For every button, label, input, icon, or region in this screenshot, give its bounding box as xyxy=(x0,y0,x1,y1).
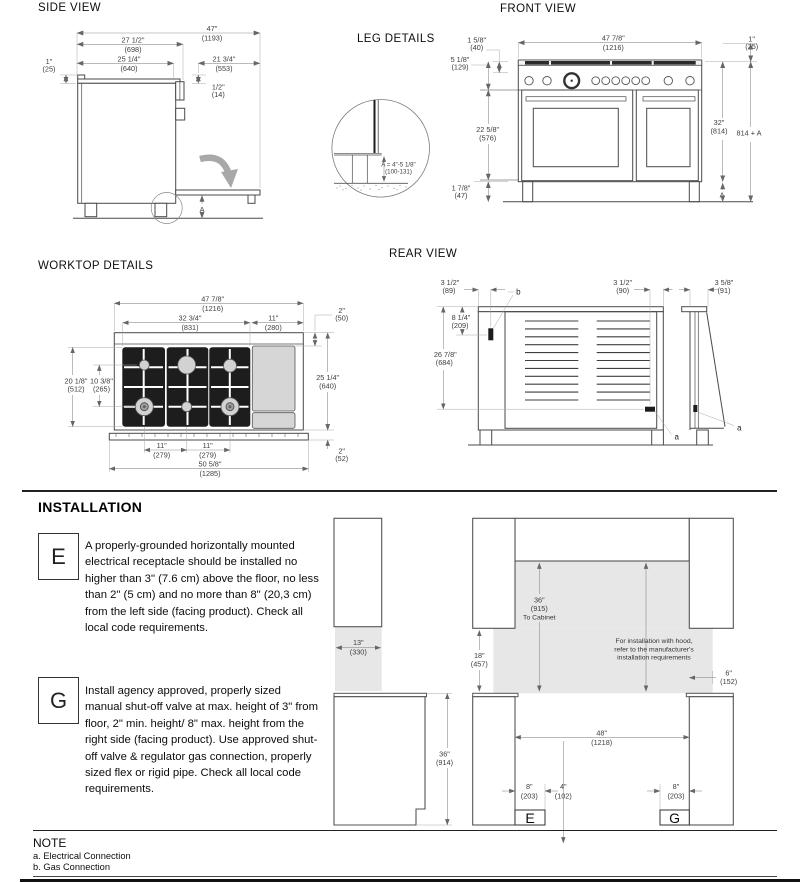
leg xyxy=(697,430,709,445)
dim-label: 36" xyxy=(439,749,450,759)
dim-label: 10 3/8" xyxy=(90,376,113,386)
leg-range: (100-131) xyxy=(385,168,412,176)
gas-connection xyxy=(488,328,493,340)
dim-label: (279) xyxy=(153,450,171,460)
dim-label: 18" xyxy=(473,651,485,660)
griddle-plate xyxy=(252,346,295,411)
dim-label: 1" xyxy=(748,34,756,44)
dim-label: 8" xyxy=(525,782,533,791)
clearance-zone xyxy=(335,627,382,691)
dim-label: (457) xyxy=(470,659,488,669)
dim-label: 50 5/8" xyxy=(198,459,222,469)
dim-label: 25 1/4" xyxy=(316,373,340,382)
dim-label: 47" xyxy=(206,24,218,33)
dim-label: (512) xyxy=(67,384,85,394)
knob xyxy=(642,77,650,85)
open-door xyxy=(176,190,260,195)
dim-label: (640) xyxy=(120,63,138,73)
side-view-drawing xyxy=(36,20,336,235)
gas-instructions: Install agency approved, properly sized manual shut-off valve at max. height of 3" from floor, 2" min. height/ 8" max. height from the right side (facing product). Use approved shut-off valve & regulator gas connection, properly sized flex or rigid pipe. Check all local code requirements. xyxy=(85,685,318,796)
footer-rule xyxy=(33,876,777,877)
dim-label: 47 7/8" xyxy=(601,33,625,43)
leg xyxy=(689,182,699,202)
leg-detail-body xyxy=(334,100,408,191)
dim-label: (1216) xyxy=(202,303,224,313)
knob xyxy=(602,77,610,85)
dim-label: (914) xyxy=(435,758,454,767)
dim-label: 3 1/2" xyxy=(440,278,460,287)
leg xyxy=(480,430,492,445)
electrical-label: a xyxy=(737,423,742,433)
hood-note: refer to the manufacturer's xyxy=(614,646,694,654)
dim-label: (279) xyxy=(199,450,217,460)
knob xyxy=(686,77,694,85)
right-base-cabinet xyxy=(689,697,733,825)
front-view-drawing xyxy=(450,20,800,220)
dim-label: (1193) xyxy=(201,33,223,43)
dim-label: (209) xyxy=(451,321,469,330)
dim-label: 21 3/4" xyxy=(212,54,236,64)
rear-body xyxy=(468,307,725,445)
dim-label: 8" xyxy=(672,782,680,791)
dim-label: (203) xyxy=(667,791,685,801)
callout-e-letter: E xyxy=(51,543,66,569)
front-view-title: FRONT VIEW xyxy=(500,3,576,15)
electrical-label: a xyxy=(674,432,679,442)
knob xyxy=(525,77,533,85)
left-tall-cabinet xyxy=(473,518,515,628)
dim-label: (684) xyxy=(435,358,453,367)
dim-label: (280) xyxy=(264,323,282,333)
dim-label: (129) xyxy=(451,62,469,72)
worktop-body xyxy=(109,333,308,440)
callout-g-box xyxy=(38,677,79,724)
callout-circle xyxy=(332,100,430,198)
worktop-details-title: WORKTOP DETAILS xyxy=(38,260,154,272)
dim-label: 3 5/8" xyxy=(714,278,734,287)
dim-label: A xyxy=(719,190,725,200)
hood-note: installation requirements xyxy=(617,654,691,662)
leg xyxy=(523,182,533,202)
side-view-title: SIDE VIEW xyxy=(38,2,102,14)
rear-side-profile xyxy=(682,307,725,445)
rear-view-title: REAR VIEW xyxy=(389,248,458,260)
dim-label: (14) xyxy=(211,90,225,99)
dim-label: (831) xyxy=(181,323,199,333)
dim-label: 4" xyxy=(559,782,567,791)
gas-label: b xyxy=(516,287,521,297)
dim-label: 20 1/8" xyxy=(64,376,88,386)
dim-label: 8 1/4" xyxy=(451,313,471,322)
installation-heading: INSTALLATION xyxy=(38,499,143,515)
electrical-connection xyxy=(645,407,655,412)
dim-label: 1 7/8" xyxy=(451,183,471,193)
leg-details-title: LEG DETAILS xyxy=(357,33,435,45)
dim-label: (576) xyxy=(479,133,497,143)
dim-label: (25) xyxy=(745,41,759,51)
upper-cabinet xyxy=(334,518,382,626)
dim-label: (40) xyxy=(470,43,484,53)
dim-label: (102) xyxy=(554,791,572,801)
electrical-instructions: A properly-grounded horizontally mounted electrical receptacle should be installed no higher than 3" (7.6 cm) above the floor, no less than 2" (5 cm) and no more than 8" (20,3 cm) from the left side (facing product). Check all local code requirements. xyxy=(85,540,319,634)
page-border-bottom xyxy=(20,879,800,882)
dim-label: (553) xyxy=(215,63,233,73)
callout-g-letter: G xyxy=(49,687,68,713)
dim-label: 814 + A xyxy=(736,128,762,138)
dim-label: 48" xyxy=(596,728,608,738)
dim-label: (915) xyxy=(530,604,548,613)
knob xyxy=(664,77,672,85)
dim-label: 13" xyxy=(352,638,364,648)
dim-label: 32" xyxy=(713,118,725,127)
right-tall-cabinet xyxy=(689,518,733,628)
callout-e-letter: E xyxy=(525,810,535,826)
worktop-drawing xyxy=(36,280,366,480)
hood-note: For installation with hood, xyxy=(615,638,693,645)
callout-e-box xyxy=(38,533,79,580)
knob xyxy=(612,77,620,85)
note-item-electrical: a. Electrical Connection xyxy=(33,851,131,861)
front-clearance-diagram xyxy=(471,518,737,843)
hood-area xyxy=(515,518,689,561)
dim-label: 26 7/8" xyxy=(433,350,457,359)
dim-label: (90) xyxy=(616,286,630,295)
left-base-cabinet xyxy=(473,697,515,825)
dim-label: 11" xyxy=(268,313,279,323)
dim-label: (91) xyxy=(717,286,731,295)
dim-label: (640) xyxy=(319,381,337,391)
dim-label: (89) xyxy=(442,286,456,295)
dim-label: 27 1/2" xyxy=(121,35,145,45)
dim-label: 22 5/8" xyxy=(476,125,500,134)
dim-label: 5 1/8" xyxy=(450,55,470,64)
knob xyxy=(632,77,640,85)
callout-g-letter: G xyxy=(669,810,681,826)
dim-label: 2" xyxy=(338,306,346,315)
base-cabinet xyxy=(334,697,425,825)
dim-label: 3 1/2" xyxy=(613,278,633,287)
dim-label: 25 1/4" xyxy=(117,54,141,64)
dim-label: (330) xyxy=(349,647,367,657)
dim-label: (203) xyxy=(520,791,538,801)
dim-label: (1218) xyxy=(591,737,613,747)
dim-label: (265) xyxy=(92,384,111,394)
rear-view-drawing xyxy=(420,265,802,455)
leg-formula: A = 4"-5 1/8" xyxy=(381,161,416,169)
leg xyxy=(652,430,664,445)
knob xyxy=(592,77,600,85)
dim-label: (698) xyxy=(124,44,142,54)
knob xyxy=(543,77,551,85)
dim-label: 1/2" xyxy=(211,82,225,92)
dim-label: 1 5/8" xyxy=(467,35,487,45)
note-item-gas: b. Gas Connection xyxy=(33,861,111,872)
note-divider xyxy=(33,830,777,831)
dim-label: (25) xyxy=(42,64,56,74)
note-heading: NOTE xyxy=(33,836,67,850)
dim-label: 6" xyxy=(725,668,733,678)
dim-label: 32 3/4" xyxy=(178,313,202,323)
installation-diagram xyxy=(330,510,802,848)
leg-details-drawing xyxy=(330,90,445,218)
dim-label: (1285) xyxy=(199,469,221,479)
section-divider xyxy=(22,490,777,492)
dim-label: (814) xyxy=(710,126,728,136)
dim-label: (52) xyxy=(335,454,349,463)
dim-label: (152) xyxy=(720,677,738,687)
dim-label: 2" xyxy=(338,446,346,456)
floor-stipple xyxy=(336,185,406,191)
knob xyxy=(622,77,630,85)
dim-label: 11" xyxy=(156,441,167,450)
dim-label: To Cabinet xyxy=(523,614,556,622)
dim-label: (47) xyxy=(454,191,468,200)
side-clearance-diagram xyxy=(334,518,453,825)
dim-label: 47 7/8" xyxy=(201,294,225,304)
dim-label: 1" xyxy=(45,57,53,66)
grate-sections xyxy=(122,347,250,426)
base-plate xyxy=(109,433,308,440)
dim-label: A xyxy=(199,205,205,214)
note-list xyxy=(33,851,131,873)
dim-label: (1216) xyxy=(602,43,624,53)
dim-label: 11" xyxy=(202,441,213,450)
dim-label: 36" xyxy=(533,595,545,605)
range-side-body xyxy=(73,75,263,224)
electrical-connection-side xyxy=(693,405,697,412)
dim-label: (50) xyxy=(335,313,349,323)
